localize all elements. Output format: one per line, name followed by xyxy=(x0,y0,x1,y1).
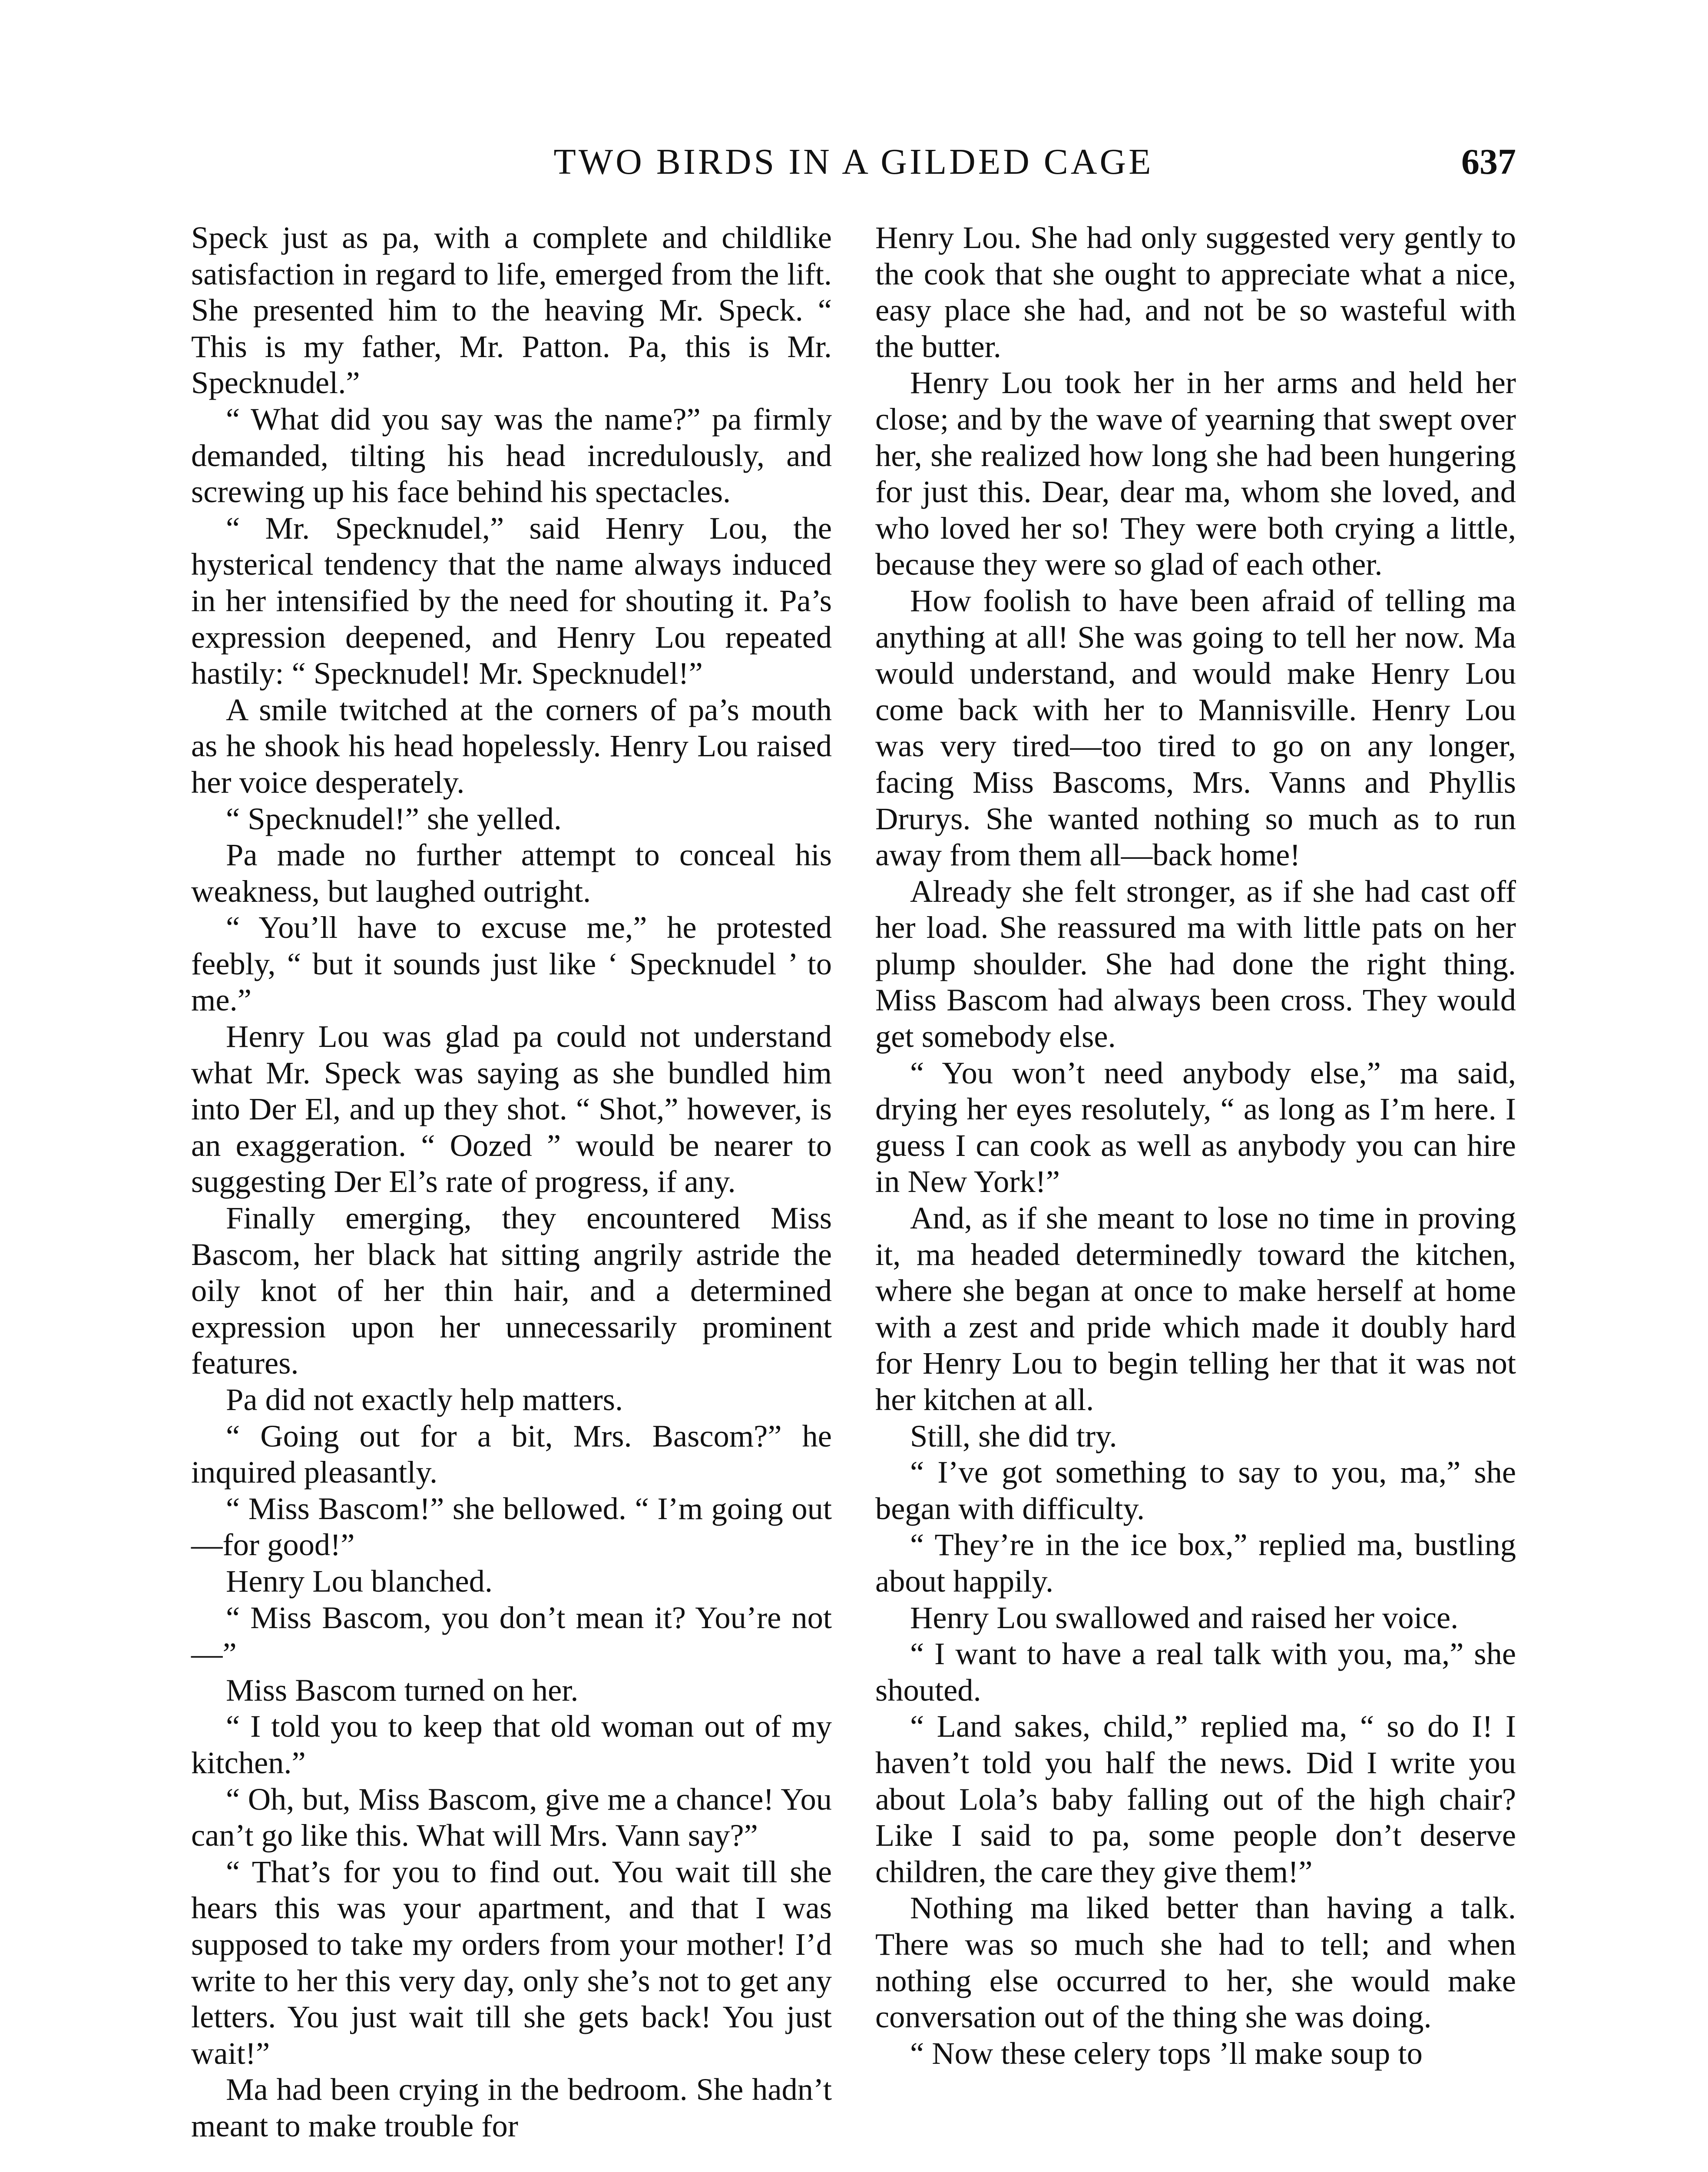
paragraph: Henry Lou swallowed and raised her voice. xyxy=(910,1599,1459,1635)
paragraph: How foolish to have been afraid of telling ma anything at all! She was going to tell her now. Ma would understand, and would make Henry Lou come back with her to Mannisville. Henry Lou was very tired—too tired to go on any longer, facing Miss Bascoms, Mrs. Vanns and Phyllis Drurys. She wanted nothing so much as to run away from them all—back home! xyxy=(875,583,1516,873)
paragraph: Speck just as pa, with a complete and childlike satisfaction in regard to life, emerged from the lift. She presented him to the heaving Mr. Speck. “ This is my father, Mr. Patton. Pa, this is Mr. Specknudel.” xyxy=(191,220,832,401)
paragraph: “ You’ll have to excuse me,” he protested feebly, “ but it sounds just like ‘ Specknudel ’ to me.” xyxy=(191,910,832,1018)
paragraph: “ What did you say was the name?” pa firmly demanded, tilting his head incredulously, and screwing up his face behind his spectacles. xyxy=(191,401,832,510)
paragraph: Already she felt stronger, as if she had cast off her load. She reassured ma with little pats on her plump shoulder. She had done the right thing. Miss Bascom had always been cross. They would get somebody else. xyxy=(875,873,1516,1054)
running-head: TWO BIRDS IN A GILDED CAGE xyxy=(553,142,1154,182)
paragraph: “ Mr. Specknudel,” said Henry Lou, the hysterical tendency that the name always induced in her intensified by the need for shouting it. Pa’s expression deepened, and Henry Lou repeated hastily: “ Specknudel! Mr. Specknudel!” xyxy=(191,510,832,691)
paragraph: “ They’re in the ice box,” replied ma, bustling about happily. xyxy=(875,1527,1516,1599)
paragraph: Henry Lou. She had only suggested very gently to the cook that she ought to appreciate what a nice, easy place she had, and not be so wasteful with the butter. xyxy=(875,220,1516,364)
paragraph: Pa made no further attempt to conceal his weakness, but laughed outright. xyxy=(191,837,832,909)
page-number: 637 xyxy=(1461,142,1516,182)
paragraph: “ Now these celery tops ’ll make soup to xyxy=(910,2035,1423,2071)
left-column xyxy=(191,219,832,2144)
paragraph: Nothing ma liked better than having a talk. There was so much she had to tell; and when nothing else occurred to her, she would make conversation out of the thing she was doing. xyxy=(875,1890,1516,2035)
paragraph: Pa did not exactly help matters. xyxy=(226,1382,623,1417)
paragraph: Still, she did try. xyxy=(910,1418,1117,1454)
paragraph: “ Specknudel!” she yelled. xyxy=(226,801,562,836)
paragraph: “ Land sakes, child,” replied ma, “ so do I! I haven’t told you half the news. Did I write you about Lola’s baby falling out of the high chair? Like I said to pa, some people don’t deserve children, the care they give them!” xyxy=(875,1708,1516,1889)
right-column xyxy=(875,219,1516,2071)
paragraph: “ Oh, but, Miss Bascom, give me a chance! You can’t go like this. What will Mrs. Vann say?” xyxy=(191,1781,832,1853)
paragraph: Finally emerging, they encountered Miss Bascom, her black hat sitting angrily astride the oily knot of her thin hair, and a determined expression upon her unnecessarily prominent features. xyxy=(191,1200,832,1381)
paragraph: Henry Lou took her in her arms and held her close; and by the wave of yearning that swept over her, she realized how long she had been hungering for just this. Dear, dear ma, whom she loved, and who loved her so! They were both crying a little, because they were so glad of each other. xyxy=(875,365,1516,582)
paragraph: “ That’s for you to find out. You wait till she hears this was your apartment, and that I was supposed to take my orders from your mother! I’d write to her this very day, only she’s not to get any letters. You just wait till she gets back! You just wait!” xyxy=(191,1854,832,2071)
paragraph: “ Going out for a bit, Mrs. Bascom?” he inquired pleasantly. xyxy=(191,1418,832,1490)
paragraph: “ I’ve got something to say to you, ma,” she began with difficulty. xyxy=(875,1454,1516,1526)
paragraph: “ Miss Bascom!” she bellowed. “ I’m going out—for good!” xyxy=(191,1490,832,1563)
paragraph: “ I want to have a real talk with you, ma,” she shouted. xyxy=(875,1636,1516,1708)
paragraph: Henry Lou blanched. xyxy=(226,1563,493,1599)
page-header xyxy=(191,138,1516,186)
paragraph: “ You won’t need anybody else,” ma said, drying her eyes resolutely, “ as long as I’m here. I guess I can cook as well as anybody you can hire in New York!” xyxy=(875,1055,1516,1199)
paragraph: And, as if she meant to lose no time in proving it, ma headed determinedly toward the kitchen, where she began at once to make herself at home with a zest and pride which made it doubly hard for Henry Lou to begin telling her that it was not her kitchen at all. xyxy=(875,1200,1516,1417)
paragraph: Ma had been crying in the bedroom. She hadn’t meant to make trouble for xyxy=(191,2072,832,2143)
paragraph: Miss Bascom turned on her. xyxy=(226,1672,579,1708)
paragraph: “ Miss Bascom, you don’t mean it? You’re not—” xyxy=(191,1599,832,1672)
paragraph: A smile twitched at the corners of pa’s mouth as he shook his head hopelessly. Henry Lou raised her voice desperately. xyxy=(191,692,832,800)
paragraph: “ I told you to keep that old woman out of my kitchen.” xyxy=(191,1708,832,1780)
paragraph: Henry Lou was glad pa could not understand what Mr. Speck was saying as she bundled him into Der El, and up they shot. “ Shot,” however, is an exaggeration. “ Oozed ” would be nearer to suggesting Der El’s rate of progress, if any. xyxy=(191,1019,832,1199)
